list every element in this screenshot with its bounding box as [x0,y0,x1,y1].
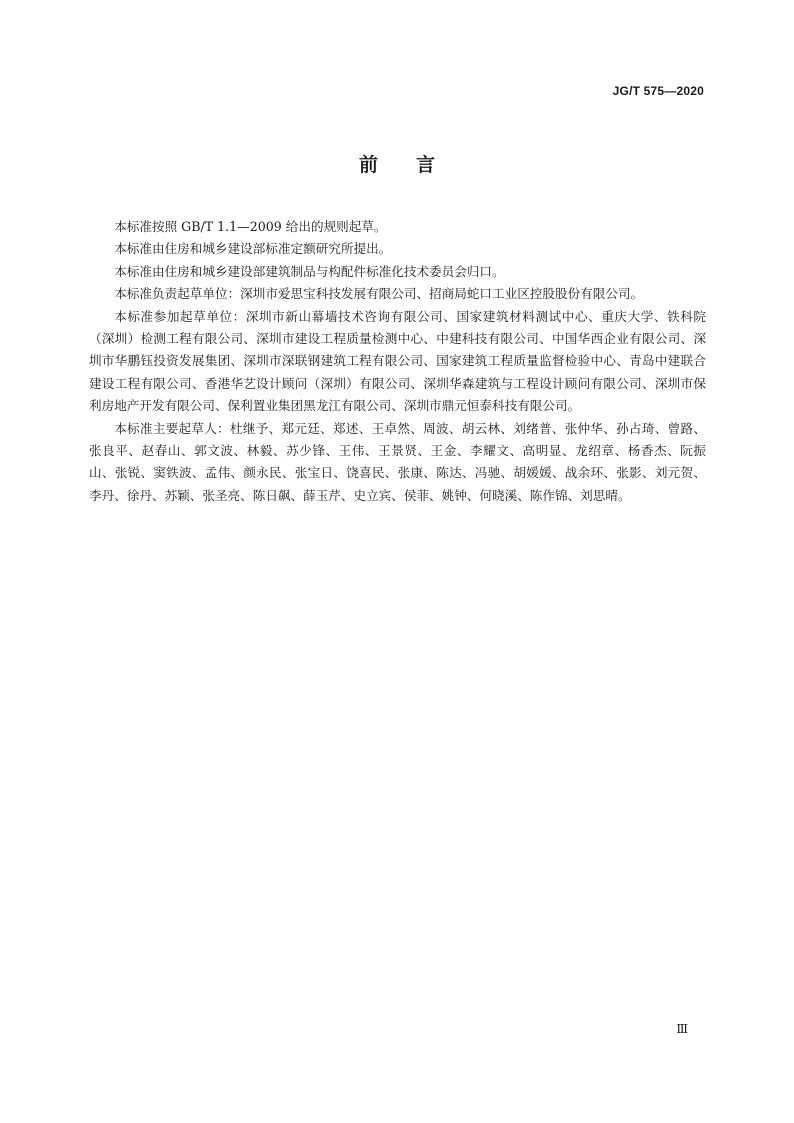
paragraph-main-drafters: 本标准主要起草人：杜继予、郑元廷、郑述、王卓然、周波、胡云林、刘绪普、张仲华、孙占琦、曾路、张良平、赵春山、郭文波、林毅、苏少锋、王伟、王景贤、王金、李耀文、高明显、龙绍章、杨香杰、阮振山、张锐、窦铁波、孟伟、颜永民、张宝日、饶喜民、张康、陈达、冯驰、胡媛媛、战余环、张影、刘元贺、李丹、徐丹、苏颖、张圣亮、陈日飙、薛玉芹、史立宾、侯菲、姚钟、何晓溪、陈作锦、刘思晴。 [89,420,706,503]
page-number: Ⅲ [676,1022,688,1036]
standard-number: JG/T 575—2020 [612,84,704,98]
paragraph-drafting-rules: 本标准按照 GB/T 1.1—2009 给出的规则起草。 [114,219,387,234]
paragraph-lead-drafters: 本标准负责起草单位：深圳市爱思宝科技发展有限公司、招商局蛇口工业区控股股份有限公司。 [114,286,644,302]
paragraph-proposer: 本标准由住房和城乡建设部标准定额研究所提出。 [114,241,392,257]
foreword-body [89,216,706,507]
paragraph-participating-drafters: 本标准参加起草单位：深圳市新山幕墙技术咨询有限公司、国家建筑材料测试中心、重庆大学、铁科院（深圳）检测工程有限公司、深圳市建设工程质量检测中心、中建科技有限公司、中国华西企业有限公司、深圳市华鹏钰投资发展集团、深圳市深联钢建筑工程有限公司、国家建筑工程质量监督检验中心、青岛中建联合建设工程有限公司、香港华艺设计顾问（深圳）有限公司、深圳华森建筑与工程设计顾问有限公司、深圳市保利房地产开发有限公司、保利置业集团黑龙江有限公司、深圳市鼎元恒泰科技有限公司。 [89,308,706,414]
page-title: 前言 [358,154,473,176]
paragraph-administrator: 本标准由住房和城乡建设部建筑制品与构配件标准化技术委员会归口。 [114,263,505,279]
